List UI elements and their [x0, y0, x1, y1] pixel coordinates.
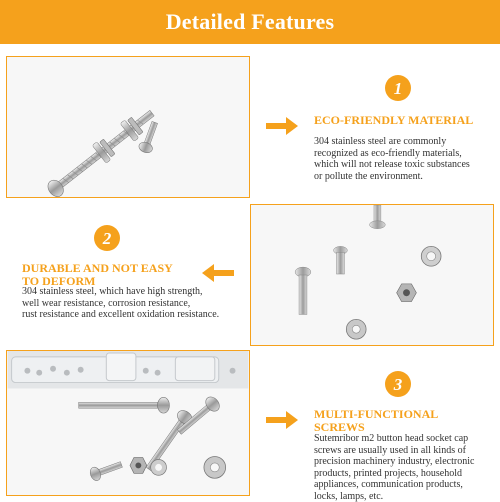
page-title: Detailed Features [165, 9, 335, 34]
badge-number-3 [384, 370, 412, 398]
arrow-right-icon [266, 117, 298, 135]
feature-1-title: ECO-FRIENDLY MATERIAL [314, 113, 474, 127]
feature-2-description: 304 stainless steel, which have high strength, well wear resistance, corrosion resistance, rust resistance and excellent oxidation resistance. [22, 286, 220, 320]
feature-3-title: MULTI-FUNCTIONAL SCREWS [314, 407, 439, 434]
badge-number-2 [93, 224, 121, 252]
svg-text:3: 3 [393, 375, 403, 394]
photo-assembled-screw [6, 56, 250, 198]
badge-number-1 [384, 74, 412, 102]
screws-box-illustration [7, 351, 249, 495]
screw-assembly-illustration [7, 57, 249, 197]
screw-parts-illustration [251, 205, 493, 345]
arrow-right-icon [266, 411, 298, 429]
header-banner [0, 0, 500, 44]
feature-3-description: Sutemribor m2 button head socket cap screws are usually used in all kinds of precision machinery industry, electronic products, printed projects, household appliances, communication products, locks, lamps, etc. [314, 433, 475, 502]
svg-text:2: 2 [102, 229, 112, 248]
photo-screw-parts [250, 204, 494, 346]
svg-text:1: 1 [393, 79, 403, 98]
feature-2-title: DURABLE AND NOT EASY TO DEFORM [22, 261, 173, 288]
photo-screws-with-box [6, 350, 250, 496]
feature-1-description: 304 stainless steel are commonly recognized as eco-friendly materials, which will not release toxic substances or pollute the environment. [314, 136, 470, 182]
arrow-left-icon [202, 264, 234, 282]
